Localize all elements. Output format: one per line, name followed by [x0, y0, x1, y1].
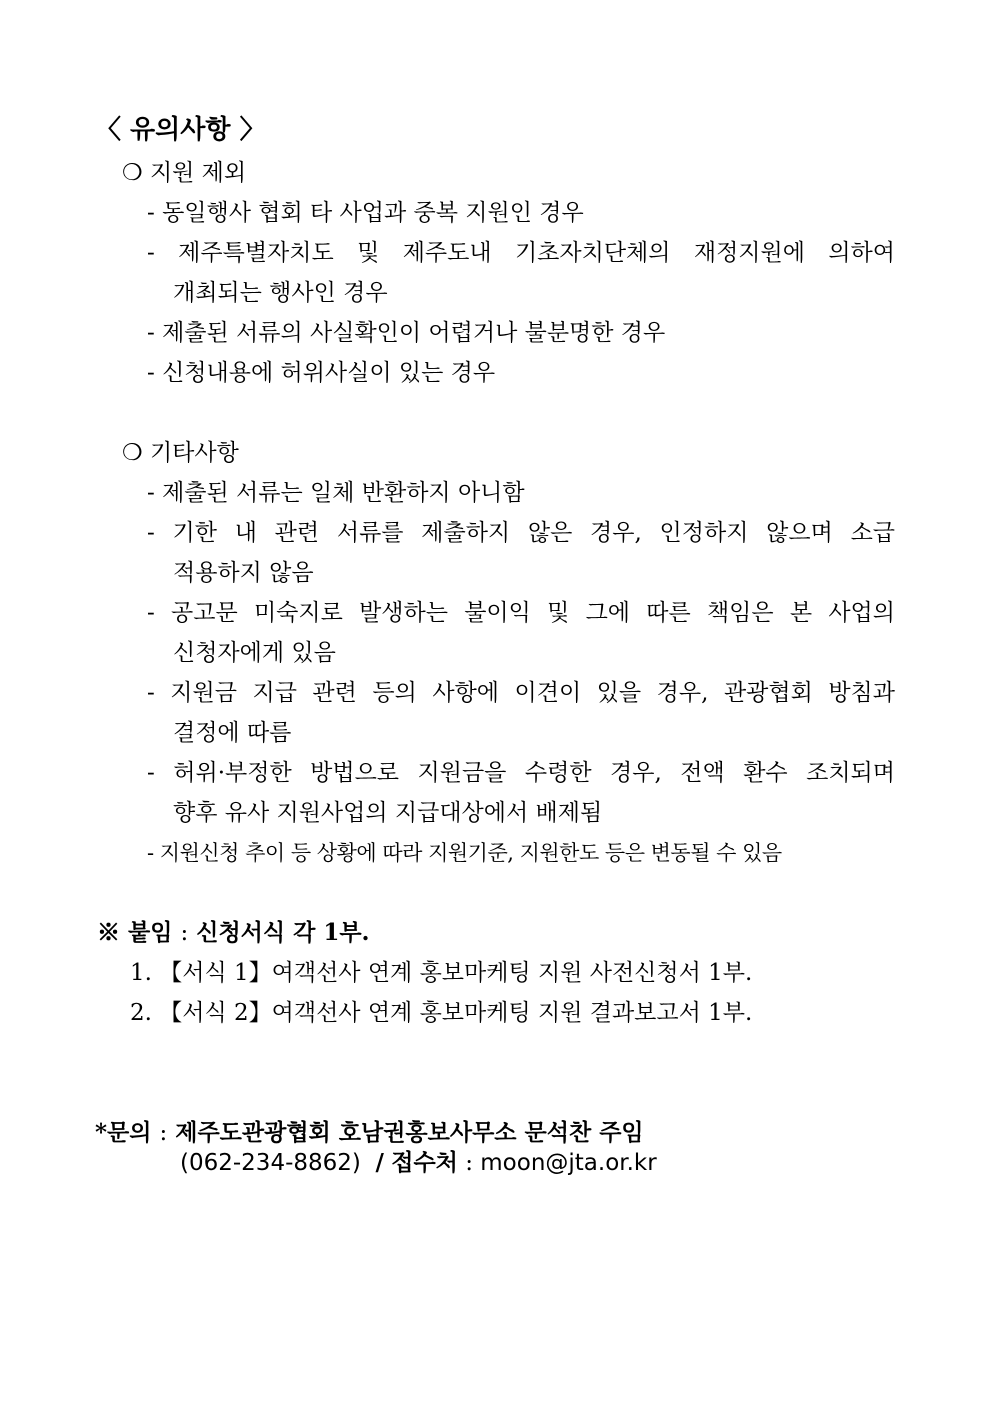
list-item: - 신청내용에 허위사실이 있는 경우 — [147, 360, 496, 386]
list-item-continuation: 향후 유사 지원사업의 지급대상에서 배제됨 — [173, 800, 603, 826]
list-item: - 지원신청 추이 등 상황에 따라 지원기준, 지원한도 등은 변동될 수 있음 — [147, 841, 782, 865]
attachment-heading: ※ 붙임 : 신청서식 각 1부. — [97, 919, 370, 946]
section-heading-exclusion — [122, 158, 246, 188]
circle-bullet-icon: ❍ — [122, 160, 143, 186]
list-item: - 지원금 지급 관련 등의 사항에 이견이 있을 경우, 관광협회 방침과 — [147, 680, 895, 706]
list-item: - 동일행사 협회 타 사업과 중복 지원인 경우 — [147, 200, 584, 226]
contact-details: (062-234-8862) / 접수처 : moon@jta.or.kr — [180, 1149, 657, 1176]
attachment-item: 2. 【서식 2】여객선사 연계 홍보마케팅 지원 결과보고서 1부. — [130, 1000, 753, 1026]
attachment-item: 1. 【서식 1】여객선사 연계 홍보마케팅 지원 사전신청서 1부. — [130, 960, 753, 986]
circle-bullet-icon: ❍ — [122, 440, 143, 466]
section-heading-text: 기타사항 — [149, 440, 239, 466]
page-title: 〈 유의사항 〉 — [95, 115, 266, 145]
section-heading-other — [122, 438, 239, 468]
list-item: - 허위·부정한 방법으로 지원금을 수령한 경우, 전액 환수 조치되며 — [147, 760, 895, 786]
contact-phone: (062-234-8862) — [180, 1150, 361, 1176]
section-heading-text: 지원 제외 — [149, 160, 247, 186]
list-item: - 제출된 서류는 일체 반환하지 아니함 — [147, 480, 525, 506]
reference-mark-icon: ※ — [97, 919, 120, 946]
contact-line: *문의 : 제주도관광협회 호남권홍보사무소 문석찬 주임 — [95, 1119, 644, 1146]
list-item: - 제주특별자치도 및 제주도내 기초자치단체의 재정지원에 의하여 — [147, 240, 895, 266]
list-item: - 기한 내 관련 서류를 제출하지 않은 경우, 인정하지 않으며 소급 — [147, 520, 896, 546]
list-item-continuation: 결정에 따름 — [173, 720, 292, 746]
list-item-continuation: 개최되는 행사인 경우 — [173, 280, 388, 306]
contact-email[interactable]: moon@jta.or.kr — [480, 1150, 657, 1176]
list-item-continuation: 신청자에게 있음 — [173, 640, 336, 666]
list-item: - 공고문 미숙지로 발생하는 불이익 및 그에 따른 책임은 본 사업의 — [147, 600, 895, 626]
list-item-continuation: 적용하지 않음 — [173, 560, 314, 586]
list-item: - 제출된 서류의 사실확인이 어렵거나 불분명한 경우 — [147, 320, 666, 346]
